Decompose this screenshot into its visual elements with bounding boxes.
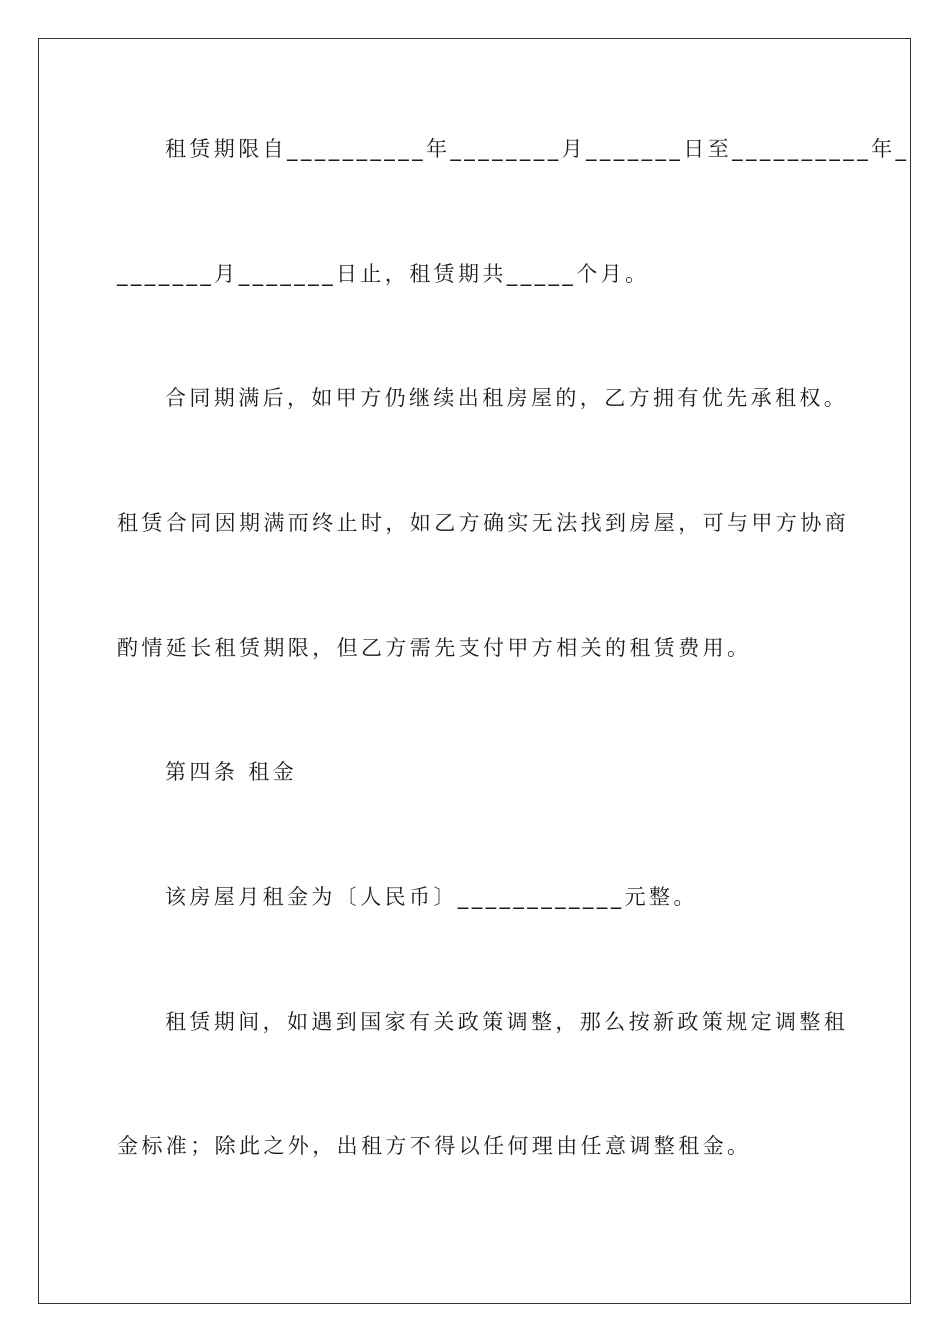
lease-term-line-1: 租赁期限自__________年________月_______日至__________年_ bbox=[165, 137, 910, 161]
rent-adjustment-line-2: 金标准；除此之外，出租方不得以任何理由任意调整租金。 bbox=[117, 1134, 752, 1158]
termination-paragraph-line-2: 酌情延长租赁期限，但乙方需先支付甲方相关的租赁费用。 bbox=[117, 636, 752, 660]
page-border bbox=[38, 38, 911, 1304]
lease-term-line-2: _______月_______日止，租赁期共_____个月。 bbox=[117, 262, 650, 286]
monthly-rent-line: 该房屋月租金为〔人民币〕____________元整。 bbox=[165, 885, 698, 909]
termination-paragraph-line-1: 租赁合同因期满而终止时，如乙方确实无法找到房屋，可与甲方协商 bbox=[117, 511, 849, 535]
rent-adjustment-line-1: 租赁期间，如遇到国家有关政策调整，那么按新政策规定调整租 bbox=[165, 1010, 849, 1034]
renewal-priority-paragraph: 合同期满后，如甲方仍继续出租房屋的，乙方拥有优先承租权。 bbox=[165, 386, 849, 410]
section-heading-rent: 第四条 租金 bbox=[165, 760, 298, 784]
